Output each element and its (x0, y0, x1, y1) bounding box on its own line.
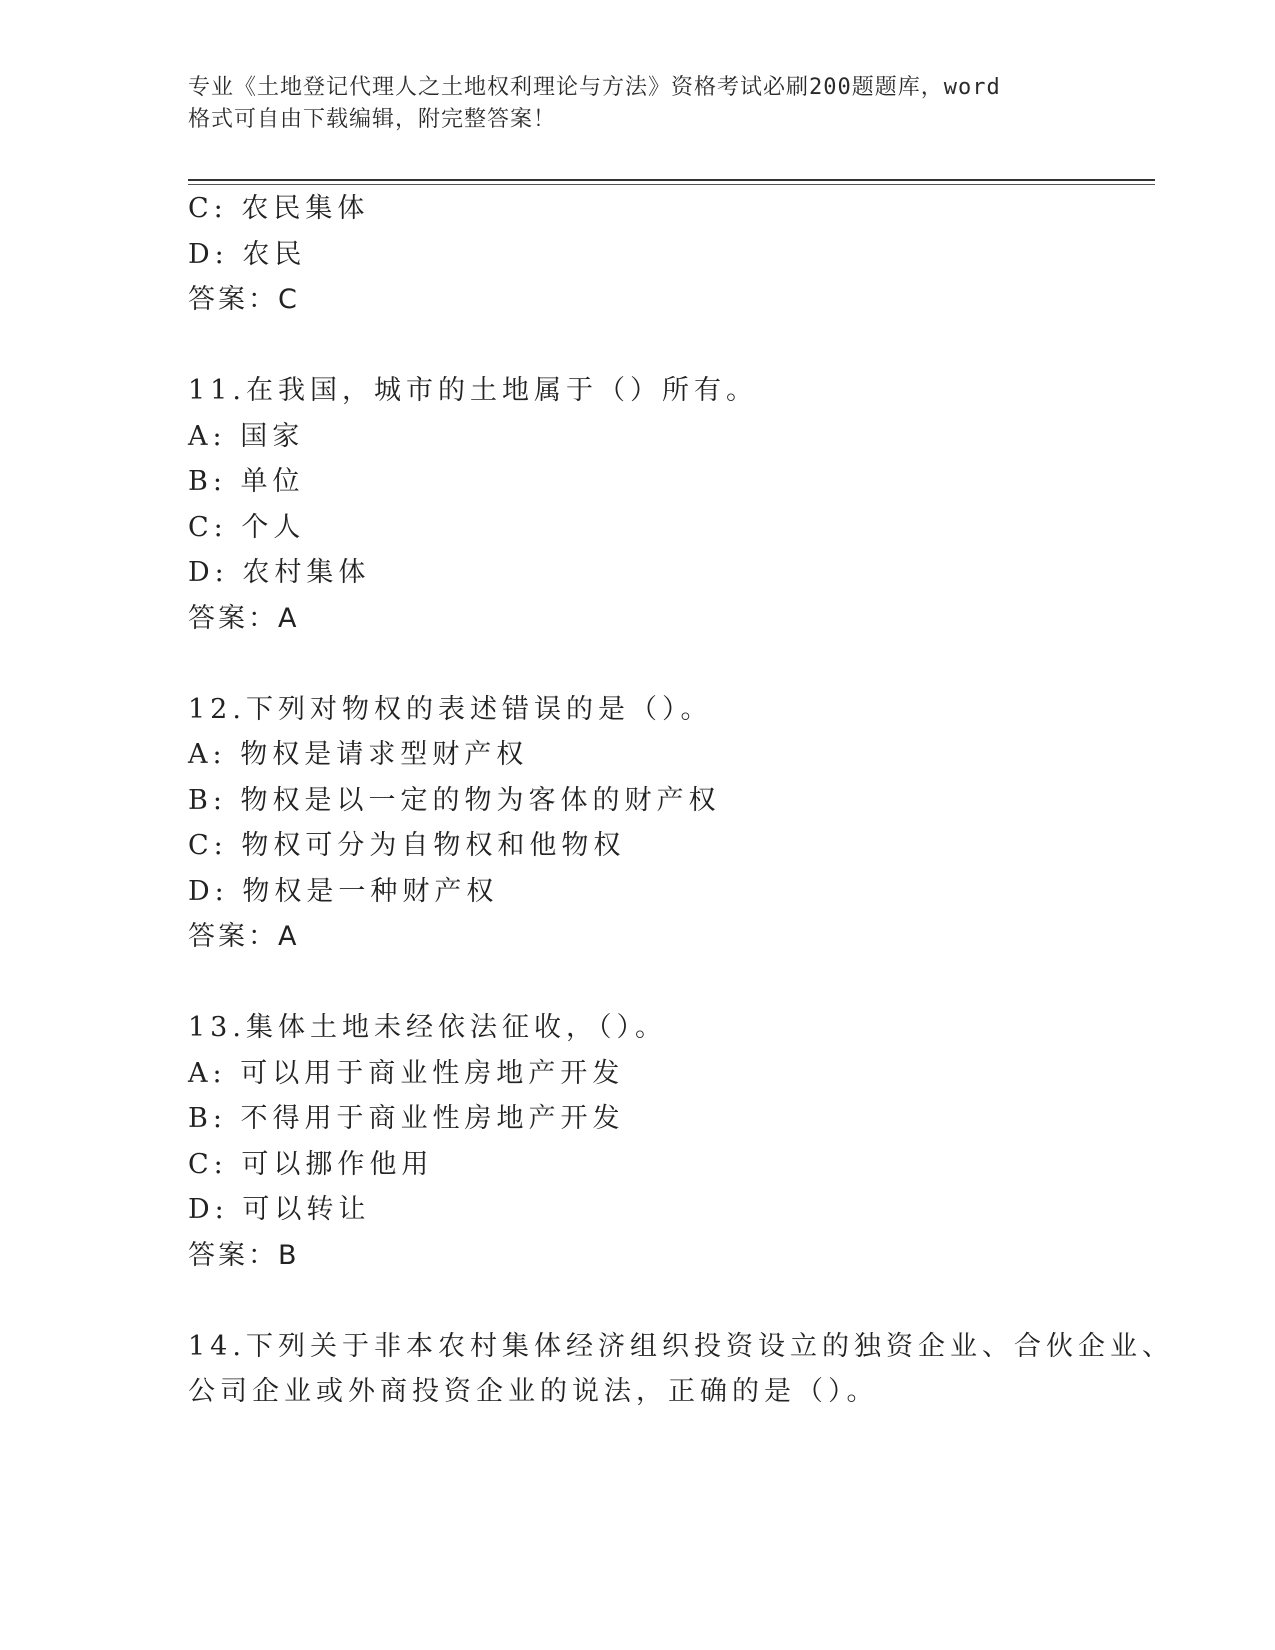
option-c (188, 186, 1088, 232)
option-text: 可以挪作他用 (241, 1148, 434, 1180)
question-11 (188, 368, 1088, 641)
option-b (188, 778, 1088, 824)
header-divider-thick (188, 179, 1155, 181)
option-text: 单位 (240, 466, 305, 497)
option-c (188, 823, 1088, 869)
option-d (188, 232, 1088, 278)
option-label: C: (188, 1148, 228, 1180)
option-text: 物权是一种财产权 (242, 875, 499, 907)
option-b (188, 459, 1088, 505)
option-d (188, 1187, 1088, 1233)
option-b (188, 1096, 1088, 1142)
question-14 (188, 1324, 1174, 1415)
option-text: 农民 (242, 238, 307, 270)
question-stem (188, 368, 1088, 414)
option-c (188, 505, 1088, 551)
option-label: D: (188, 875, 229, 907)
question-10-tail (188, 186, 1088, 323)
option-label: B: (188, 784, 227, 816)
option-text: 可以转让 (242, 1194, 371, 1225)
question-number: 11. (188, 375, 246, 406)
option-label: A: (188, 420, 227, 452)
option-label: C: (188, 830, 228, 861)
document-header (188, 72, 1068, 136)
option-label: A: (188, 1057, 227, 1089)
spacer (188, 323, 1088, 369)
question-stem (188, 687, 1088, 733)
option-label: D: (188, 1194, 229, 1225)
question-stem (188, 1005, 1088, 1051)
answer-line: 答案：A (188, 602, 300, 634)
option-a (188, 1051, 1088, 1097)
question-number: 14. (188, 1330, 246, 1362)
answer-line: 答案：B (188, 1239, 300, 1271)
question-stem (188, 1324, 1174, 1370)
question-13 (188, 1005, 1088, 1278)
option-d (188, 869, 1088, 915)
option-label: B: (188, 1103, 227, 1134)
option-text: 农村集体 (242, 557, 371, 588)
question-number: 13. (188, 1012, 246, 1043)
question-text: 在我国，城市的土地属于（）所有。 (245, 375, 758, 406)
header-divider-thin (188, 184, 1155, 185)
question-number: 12. (188, 693, 246, 725)
answer-line: 答案：A (188, 921, 300, 952)
header-title-line-2: 格式可自由下载编辑，附完整答案！ (188, 107, 557, 132)
spacer (188, 1278, 1088, 1324)
option-text: 不得用于商业性房地产开发 (240, 1103, 625, 1134)
option-label: D: (188, 238, 229, 270)
spacer (188, 960, 1088, 1006)
option-label: D: (188, 557, 229, 588)
question-text: 集体土地未经依法征收，（）。 (245, 1012, 667, 1043)
option-label: C: (188, 511, 228, 543)
option-text: 物权是以一定的物为客体的财产权 (240, 784, 721, 816)
spacer (188, 641, 1088, 687)
option-text: 个人 (241, 511, 306, 543)
question-list (188, 186, 1174, 1415)
option-d (188, 550, 1088, 596)
option-label: B: (188, 466, 227, 497)
option-a (188, 414, 1088, 460)
option-text: 可以用于商业性房地产开发 (240, 1057, 625, 1089)
answer-line: 答案：C (188, 284, 300, 315)
option-text: 国家 (240, 420, 305, 452)
option-label: A: (188, 739, 227, 770)
option-text: 物权是请求型财产权 (240, 739, 529, 770)
option-label: C: (188, 193, 228, 224)
question-12 (188, 687, 1088, 960)
option-text: 物权可分为自物权和他物权 (241, 830, 626, 861)
question-text: 下列关于非本农村集体经济组织投资设立的独资企业、合伙企业、 (245, 1330, 1174, 1362)
option-c (188, 1142, 1088, 1188)
question-text: 下列对物权的表述错误的是（）。 (245, 693, 713, 725)
question-stem-continued: 公司企业或外商投资企业的说法，正确的是（）。 (188, 1376, 879, 1407)
option-text: 农民集体 (241, 193, 370, 224)
option-a (188, 732, 1088, 778)
header-title-line-1: 专业《土地登记代理人之土地权利理论与方法》资格考试必刷200题题库，word (188, 75, 1001, 100)
